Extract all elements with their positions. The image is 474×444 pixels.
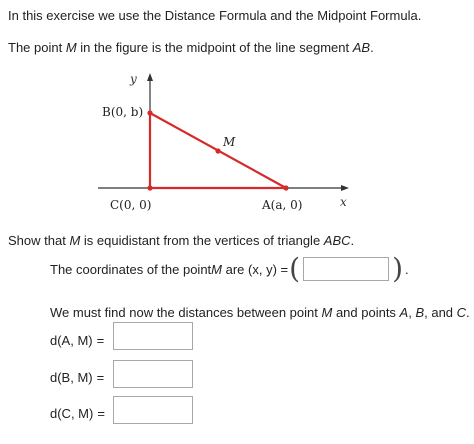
- triangle-abc-label: ABC: [323, 233, 351, 248]
- point-c-dot: [147, 185, 152, 190]
- distance-bm-input[interactable]: [113, 360, 193, 388]
- equals-sign: =: [96, 333, 105, 348]
- distance-label: d(C, M): [50, 406, 94, 421]
- point-m-label: M: [65, 40, 77, 55]
- point-c-label: C: [456, 305, 467, 320]
- statement-text: in the figure is the midpoint of the line segment: [76, 40, 353, 55]
- show-period: .: [350, 233, 355, 248]
- coordinates-input[interactable]: [303, 257, 389, 281]
- triangle-figure: [90, 66, 360, 216]
- point-m-label: M: [223, 135, 236, 149]
- point-b-dot: [147, 110, 152, 115]
- point-m-dot: [215, 148, 220, 153]
- distance-label: d(A, M): [50, 333, 93, 348]
- point-a-label: A: [399, 305, 409, 320]
- point-m-label: M: [321, 305, 333, 320]
- point-m-label: M: [211, 261, 223, 277]
- distance-bm-label: [50, 370, 104, 385]
- statement-period: .: [370, 40, 374, 55]
- point-m-label: M: [69, 233, 81, 248]
- x-axis-arrow: [341, 185, 349, 191]
- distance-label: d(B, M): [50, 370, 93, 385]
- must-text: We must find now the distances between point: [50, 305, 322, 320]
- distance-am-input[interactable]: [113, 322, 193, 350]
- must-text: , and: [424, 305, 457, 320]
- open-paren: (: [289, 252, 301, 285]
- equals-sign: =: [276, 261, 289, 277]
- coords-period: .: [405, 261, 409, 277]
- problem-statement: [8, 40, 374, 55]
- must-text: and points: [332, 305, 400, 320]
- show-text: Show that: [8, 233, 70, 248]
- coords-xy: (x, y): [248, 261, 277, 277]
- must-find-text: [50, 305, 470, 320]
- point-a-dot: [283, 185, 288, 190]
- y-axis-label: y: [130, 72, 137, 86]
- point-c-label: C(0, 0): [110, 198, 152, 212]
- intro-text: In this exercise we use the Distance Formula and the Midpoint Formula.: [8, 8, 422, 23]
- point-a-label: A(a, 0): [262, 198, 303, 212]
- coords-text: The coordinates of the point: [50, 261, 212, 277]
- statement-text: The point: [8, 40, 66, 55]
- equals-sign: =: [96, 370, 105, 385]
- must-text: ,: [408, 305, 416, 320]
- distance-cm-label: [50, 406, 105, 421]
- segment-ab-label: AB: [352, 40, 371, 55]
- close-paren: ): [392, 252, 404, 285]
- coords-text: are: [222, 261, 249, 277]
- show-text: is equidistant from the vertices of triangle: [80, 233, 324, 248]
- equals-sign: =: [97, 406, 105, 421]
- coordinates-row: [50, 252, 409, 286]
- show-that-text: [8, 233, 354, 248]
- x-axis-label: x: [340, 195, 347, 209]
- distance-cm-input[interactable]: [113, 396, 193, 424]
- distance-am-label: [50, 333, 104, 348]
- must-period: .: [466, 305, 470, 320]
- point-b-label: B(0, b): [102, 105, 144, 119]
- y-axis-arrow: [147, 73, 153, 81]
- point-b-label: B: [415, 305, 425, 320]
